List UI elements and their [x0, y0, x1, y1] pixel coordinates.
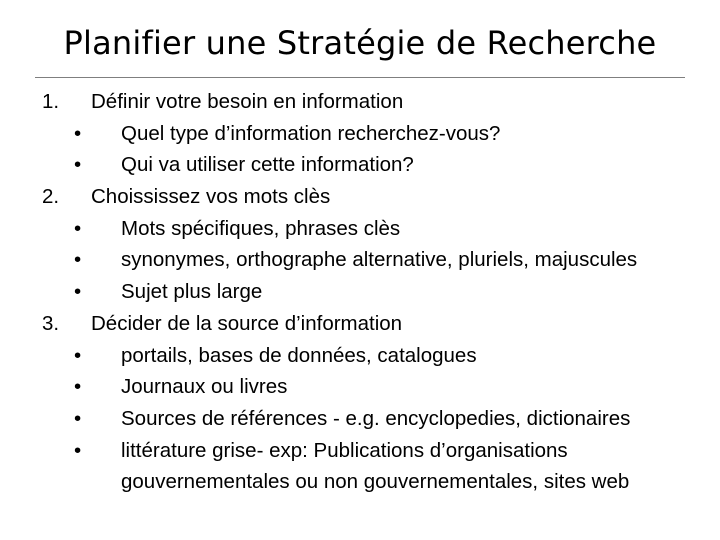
sub-item	[0, 244, 720, 276]
bullet-icon: •	[74, 375, 82, 399]
sub-item-text: Qui va utiliser cette information?	[121, 153, 414, 177]
bullet-icon: •	[74, 280, 82, 304]
sub-item	[0, 371, 720, 403]
slide-content	[0, 86, 720, 498]
sub-item-text: littérature grise- exp: Publications d’organisations gouvernementales ou non gouvernementales, sites web	[121, 438, 630, 494]
list-number: 2.	[42, 185, 60, 209]
list-item-3	[0, 308, 720, 340]
sub-item	[0, 213, 720, 245]
title-divider	[35, 77, 685, 78]
sub-item-text: Sujet plus large	[121, 280, 263, 304]
list-item-text: Choississez vos mots clès	[91, 185, 331, 209]
bullet-icon: •	[74, 343, 82, 367]
sub-item-text: Mots spécifiques, phrases clès	[121, 216, 401, 240]
sub-item	[0, 403, 720, 435]
sub-item-text: Journaux ou livres	[121, 375, 288, 399]
sub-item	[0, 435, 720, 498]
sub-item-text: Quel type d’information recherchez-vous?	[121, 121, 501, 145]
sub-item-text: Sources de références - e.g. encyclopedies, dictionaires	[121, 406, 631, 430]
list-item-1	[0, 86, 720, 118]
bullet-icon: •	[74, 121, 82, 145]
slide-title: Planifier une Stratégie de Recherche	[63, 24, 657, 62]
sub-item	[0, 340, 720, 372]
list-item-text: Définir votre besoin en information	[91, 90, 404, 113]
list-number: 1.	[42, 90, 60, 113]
list-number: 3.	[42, 311, 60, 335]
sub-item-text: portails, bases de données, catalogues	[121, 343, 477, 367]
sub-item	[0, 149, 720, 181]
sub-item	[0, 118, 720, 150]
sub-item-text: synonymes, orthographe alternative, pluriels, majuscules	[121, 248, 638, 272]
list-item-text: Décider de la source d’information	[91, 311, 403, 335]
bullet-icon: •	[74, 216, 82, 240]
bullet-icon: •	[74, 438, 82, 462]
list-item-2	[0, 181, 720, 213]
sub-item	[0, 276, 720, 308]
bullet-icon: •	[74, 153, 82, 177]
bullet-icon: •	[74, 248, 82, 272]
bullet-icon: •	[74, 406, 82, 430]
